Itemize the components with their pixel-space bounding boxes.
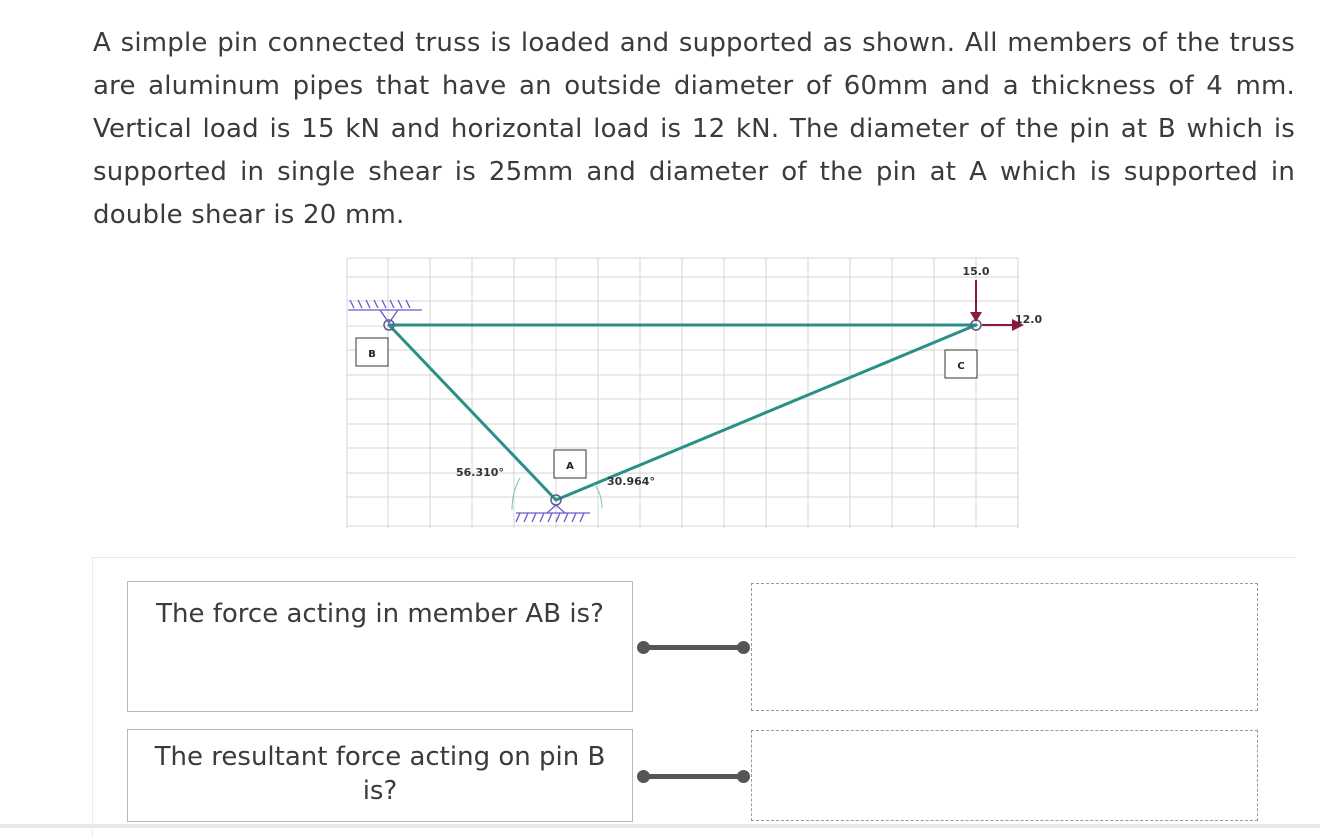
connector-end-dot[interactable] <box>737 641 750 654</box>
connector-end-dot[interactable] <box>737 770 750 783</box>
answer-drop-zone[interactable] <box>751 583 1258 711</box>
node-c-label: C <box>957 361 965 372</box>
bottom-scroll-edge <box>0 824 1320 828</box>
node-a-label: A <box>566 461 574 472</box>
problem-statement: A simple pin connected truss is loaded and supported as shown. All members of the truss are aluminum pipes that have an outside diameter of 60mm and a thickness of 4 mm. Vertical load is 15 kN and horizontal load is 12 kN. The diameter of the pin at B which is supported in single shear is 25mm and diameter of the pin at A which is supported in double shear is 20 mm. <box>93 28 1295 230</box>
support-b-hatch <box>348 300 422 323</box>
connector-line <box>643 645 743 650</box>
prompt-text: The force acting in member AB is? <box>156 599 604 629</box>
horizontal-load-label: 12.0 <box>1015 313 1043 326</box>
angle-arc-a-left <box>512 478 520 510</box>
support-a <box>516 505 590 522</box>
truss-diagram <box>340 250 1060 545</box>
connector-line <box>643 774 743 779</box>
prompt-resultant-pin-b[interactable] <box>127 729 633 822</box>
angle-label-b: 56.310° <box>456 466 504 479</box>
vertical-load-label: 15.0 <box>962 265 990 278</box>
node-b-label: B <box>368 349 376 360</box>
answer-drop-zone[interactable] <box>751 730 1258 821</box>
prompt-text: The resultant force acting on pin B is? <box>154 742 606 806</box>
grid <box>347 258 1018 528</box>
angle-label-a: 30.964° <box>607 475 655 488</box>
prompt-force-member-ab[interactable] <box>127 581 633 712</box>
